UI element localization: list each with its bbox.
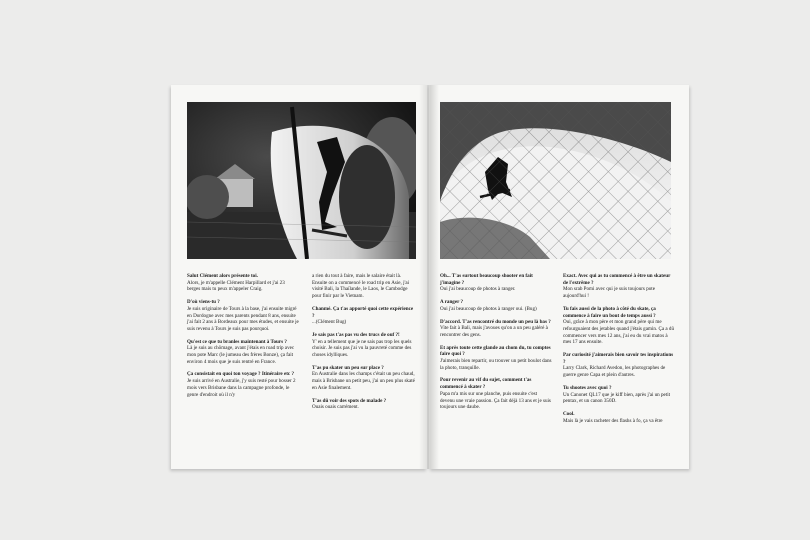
- answer: ...(Clément Bug): [312, 319, 347, 326]
- answer: Oui, grâce à mon père et mon grand père qui me refourguaient des jetables quand j'étais gamin. Ça a dû commencer vers mes 12 ans, j'ai eu du vrai matos à mes 17 ans ensuite.: [563, 319, 675, 346]
- question: T'as pu skater un peu sur place ?: [312, 364, 384, 371]
- question: D'accord. T'as rencontré du monde un peu là bas ?: [440, 318, 551, 325]
- question: T'as dû voir des spots de malade ?: [312, 397, 387, 404]
- left-page: [171, 85, 427, 469]
- answer: Alors, je m'appelle Clément Harpillard et j'ai 23 berges mais tu peux m'appeler Craig.: [187, 279, 285, 293]
- left-column-2: [312, 273, 416, 417]
- answer: Papa m'a mis sur une planche, puis ensuite c'est devenu une vraie passion. Ça fait déjà 13 ans et je suis toujours une daube.: [440, 390, 551, 411]
- left-column-1: [187, 273, 299, 404]
- right-skate-photo: [440, 102, 671, 259]
- question: Tu fais aussi de la photo à côté du skate, ça commence à faire un bout de temps aussi ?: [563, 305, 656, 319]
- question: Qu'est ce que tu branles maintenant à Tours ?: [187, 338, 287, 345]
- question: Oh... T'as surtout beaucoup shooter en fait j'imagine ?: [440, 273, 533, 286]
- right-column-1: [440, 273, 552, 417]
- answer: Vite fait à Bali, mais j'avoues qu'on a un peu galéré à rencontrer des gens.: [440, 325, 548, 338]
- answer: En Australie dans les champs c'était un peu chaud, mais à Brisbane un petit peu, j'ai un peu plus skaté en Asie finalement.: [312, 371, 415, 391]
- answer: Je suis originaire de Tours à la base, j'ai ensuite migré en Dordogne avec mes parents pendant 8 ans, ensuite j'ai fait 2 ans à Bordeaux pour mes études, et ensuite je suis revenu à Tours je suis pas pourquoi.: [187, 305, 299, 332]
- left-skate-photo: [187, 102, 416, 259]
- question: D'où viens-tu ?: [187, 299, 220, 306]
- question: Je sais pas t'as pas vu des trucs de ouf ?!: [312, 331, 400, 338]
- answer: Mon srab Pomi avec qui je suis toujours pote aujourd'hui !: [563, 286, 655, 300]
- question: A ranger ?: [440, 299, 464, 306]
- spine-shadow: [419, 85, 439, 469]
- question: Cool.: [563, 410, 575, 417]
- question: Ça consistait en quoi ton voyage ? Itinéraire etc ?: [187, 371, 295, 378]
- answer: Larry Clark, Richard Avedon, les photographes de guerre genre Capa et plein d'autres.: [563, 365, 666, 379]
- question: Exact. Avec qui as tu commencé à être un skateur de l'extrême ?: [563, 273, 671, 286]
- question: Pour revenir au vif du sujet, comment t'as commencé à skater ?: [440, 377, 532, 391]
- answer: Là je suis au chômage, avant j'étais en road trip avec mon pote Marc (le jumeau des frères Bonze), ça fait environ 4 mois que je suis rentré en France.: [187, 345, 295, 365]
- answer: Oui j'ai beaucoup de photos à ranger.: [440, 286, 516, 293]
- right-page: [429, 85, 689, 469]
- answer: Je suis arrivé en Australie, j'y suis resté pour bosser 2 mois vers Brisbane dans la campagne profonde, le genre d'endroit où il n'y: [187, 378, 296, 398]
- question: Salut Clément alors présente toi.: [187, 273, 258, 279]
- open-magazine: [171, 85, 689, 469]
- answer: Y' en a tellement que je ne sais pas trop les quels choisir. Je suis pas j'ai vu la pauvreté comme des choses idylliques.: [312, 338, 412, 359]
- answer: Ouais ouais carrément.: [312, 404, 359, 411]
- answer: Oui j'ai beaucoup de photos à ranger oui. (Bug): [440, 305, 537, 312]
- answer: Mais là je vais racheter des flashs à fo, ça va être: [563, 417, 663, 424]
- question: Par curiosité j'aimerais bien savoir tes inspirations ?: [563, 352, 674, 365]
- question: Et après toute cette glande au chom du, tu comptes faire quoi ?: [440, 344, 551, 358]
- answer: Un Canonet QL17 que je kiff bien, après j'ai un petit pentax, et un canon 350D.: [563, 391, 671, 405]
- right-column-2: [563, 273, 675, 430]
- answer: a rien du tout à faire, mais le salaire était là. Ensuite on a commencé le road trip en Asie, j'ai visité Bali, la Thaïlande, le Laos, le Cambodge pour finir par le Vietnam.: [312, 273, 410, 300]
- question: Chanmé. Ça t'as apporté quoi cette expérience ?: [312, 305, 414, 319]
- answer: J'aimerais bien repartir, ou trouver un petit boulot dans la photo, tranquille.: [440, 358, 552, 371]
- question: Tu shootes avec quoi ?: [563, 384, 612, 391]
